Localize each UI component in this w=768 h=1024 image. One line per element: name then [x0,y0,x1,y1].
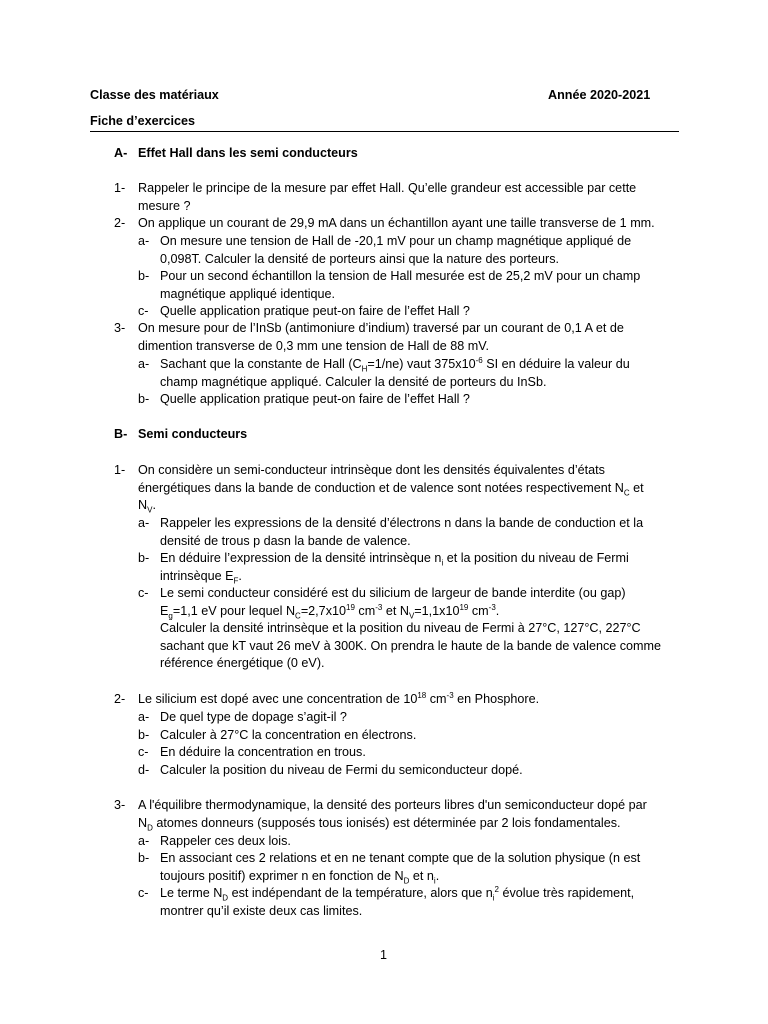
subquestion-text: sachant que kT vaut 26 meV à 300K. On prendra le haute de la bande de valence comme [160,638,662,653]
question-a3 [114,320,674,355]
section-b-title: Semi conducteurs [138,427,248,441]
text-run: =1,1x10 [414,603,460,618]
superscript: 18 [417,690,427,700]
subquestion-text: Le semi conducteur considéré est du silicium de largeur de bande interdite (ou gap) [160,586,626,600]
text-run: . [495,603,500,618]
question-number: 3- [114,321,126,335]
text-run: et la position du niveau de Fermi [443,551,629,565]
text-run: Le silicium est dopé avec une concentration de 10 [138,692,418,706]
subquestion-letter: c- [138,586,149,600]
text-run: =2,7x10 [300,603,346,618]
text-run: N [138,815,148,830]
question-b1 [114,462,674,515]
question-b1b [138,550,674,585]
text-run: =1/ne) vaut 375x10 [367,357,476,371]
text-run: en Phosphore. [453,692,540,706]
question-a3b [138,391,674,409]
question-b2d [138,762,674,780]
question-b2b [138,727,674,745]
subscript: g [168,611,173,621]
question-b2 [114,691,674,709]
text-run: E [160,603,169,618]
subscript: i [492,893,495,903]
subquestion-letter: a- [138,357,150,371]
section-a-heading [114,146,358,160]
text-run: SI en déduire la valeur du [482,357,630,371]
subquestion-text: champ magnétique appliqué. Calculer la densité de porteurs du InSb. [160,374,547,389]
subquestion-text: 0,098T. Calculer la densité de porteurs ainsi que la nature des porteurs. [160,251,560,266]
subquestion-letter: b- [138,269,150,283]
text-run: Sachant que la constante de Hall (C [160,357,362,371]
subquestion-letter: b- [138,728,150,742]
question-text [138,691,674,709]
course-title: Classe des matériaux [90,88,219,102]
text-run: et [629,480,644,495]
page-number: 1 [380,948,388,962]
subscript: F [233,576,239,586]
subquestion-letter: a- [138,710,150,724]
subquestion-text: De quel type de dopage s’agit-il ? [160,710,347,724]
subquestion-text: Calculer à 27°C la concentration en électrons. [160,728,417,742]
question-b1a [138,515,674,550]
question-text: Rappeler le principe de la mesure par effet Hall. Qu’elle grandeur est accessible par cette [138,181,637,195]
text-run: N [138,498,148,513]
academic-year: Année 2020-2021 [548,88,651,102]
subquestion-text: Calculer la position du niveau de Fermi du semiconducteur dopé. [160,763,523,777]
question-text: dimention transverse de 0,3 mm une tension de Hall de 88 mV. [138,338,489,353]
subquestion-text: Rappeler ces deux lois. [160,834,291,848]
question-a2b [138,268,674,303]
question-a3a [138,356,674,391]
subquestion-text: Pour un second échantillon la tension de Hall mesurée est de 25,2 mV pour un champ [160,269,641,283]
subquestion-letter: a- [138,234,150,248]
question-text: On applique un courant de 29,9 mA dans un échantillon ayant une taille transverse de 1 mm. [138,216,655,230]
text-run: . [435,868,440,883]
section-a-label: A- [114,146,128,160]
text-run: énergétiques dans la bande de conduction et de valence sont notées respectivement N [138,480,624,495]
question-text: On considère un semi-conducteur intrinsèque dont les densités équivalentes d’états [138,463,605,477]
question-number: 1- [114,181,126,195]
question-number: 1- [114,463,126,477]
subquestion-text: densité de trous p dasn la bande de valence. [160,533,411,548]
text-run: et n [409,868,434,883]
section-a-title: Effet Hall dans les semi conducteurs [138,146,358,160]
text-run: évolue très rapidement, [498,886,635,900]
subscript: D [403,876,410,886]
subquestion-text [160,568,674,586]
question-text [138,480,674,498]
superscript: 2 [494,884,499,894]
superscript: 19 [459,602,469,612]
sheet-title: Fiche d’exercices [90,114,196,128]
text-run: cm [426,692,447,706]
text-run: Le terme N [160,886,223,900]
subscript: V [408,611,415,621]
text-run: et N [382,603,409,618]
question-a1 [114,180,674,215]
text-run: atomes donneurs (supposés tous ionisés) est déterminée par 2 lois fondamentales. [152,815,621,830]
subquestion-letter: c- [138,304,149,318]
question-text: A l'équilibre thermodynamique, la densité des porteurs libres d'un semiconducteur dopé par [138,798,647,812]
subscript: D [222,893,229,903]
subquestion-text: On mesure une tension de Hall de -20,1 mV pour un champ magnétique appliqué de [160,234,632,248]
text-run: =1,1 eV pour lequel N [172,603,296,618]
subquestion-text: montrer qu’il existe deux cas limites. [160,903,363,918]
subscript: C [623,488,630,498]
subquestion-text: Calculer la densité intrinsèque et la position du niveau de Fermi à 27°C, 127°C, 227°C [160,621,641,636]
text-run: cm [354,603,376,618]
question-text: mesure ? [138,198,191,213]
subquestion-text: Rappeler les expressions de la densité d’électrons n dans la bande de conduction et la [160,516,644,530]
subquestion-letter: c- [138,745,149,759]
section-b-heading [114,427,247,441]
question-b3b [138,850,674,885]
question-a2c [138,303,674,321]
text-run: intrinsèque E [160,568,234,583]
subquestion-letter: b- [138,392,150,406]
question-text: On mesure pour de l’InSb (antimoniure d’indium) traversé par un courant de 0,1 A et de [138,321,624,335]
question-b3c [138,885,674,920]
subscript: V [147,505,153,515]
header-rule [90,131,679,132]
subquestion-text: En associant ces 2 relations et en ne tenant compte que de la solution physique (n est [160,851,641,865]
question-number: 2- [114,216,126,230]
question-a2 [114,215,674,233]
question-b2a [138,709,674,727]
question-a2a [138,233,674,268]
text-run: . [152,498,156,513]
subquestion-text: En déduire la concentration en trous. [160,745,366,759]
text-run: toujours positif) exprimer n en fonction de N [160,868,404,883]
subquestion-text [160,356,674,374]
superscript: -6 [475,355,483,365]
subquestion-letter: b- [138,851,150,865]
question-b2c [138,744,674,762]
text-run: . [238,568,242,583]
text-run: est indépendant de la température, alors que n [228,886,493,900]
question-number: 3- [114,798,126,812]
subquestion-text: Quelle application pratique peut-on faire de l’effet Hall ? [160,304,470,318]
subquestion-text [160,885,674,903]
subquestion-letter: c- [138,886,149,900]
question-b3 [114,797,674,832]
text-run: cm [468,603,489,618]
question-text [138,497,674,515]
subquestion-letter: a- [138,834,150,848]
question-number: 2- [114,692,126,706]
subscript: H [361,364,368,374]
subquestion-text [160,603,674,621]
subscript: D [147,823,153,833]
superscript: 19 [346,602,355,612]
text-run: En déduire l’expression de la densité intrinsèque n [160,551,442,565]
subquestion-text [160,550,674,568]
question-b1c [138,585,674,673]
subquestion-letter: a- [138,516,150,530]
subquestion-letter: d- [138,763,150,777]
question-text [138,815,674,833]
subquestion-text: référence énergétique (0 eV). [160,656,325,671]
subscript: i [441,558,444,568]
superscript: -3 [446,690,454,700]
question-b3a [138,833,674,851]
subquestion-text [160,868,674,886]
subquestion-text: magnétique appliqué identique. [160,286,336,301]
subscript: C [295,611,301,621]
section-b-label: B- [114,427,128,441]
superscript: -3 [375,602,383,612]
subscript: i [433,876,436,886]
superscript: -3 [488,602,496,612]
subquestion-letter: b- [138,551,150,565]
subquestion-text: Quelle application pratique peut-on faire de l’effet Hall ? [160,392,470,406]
